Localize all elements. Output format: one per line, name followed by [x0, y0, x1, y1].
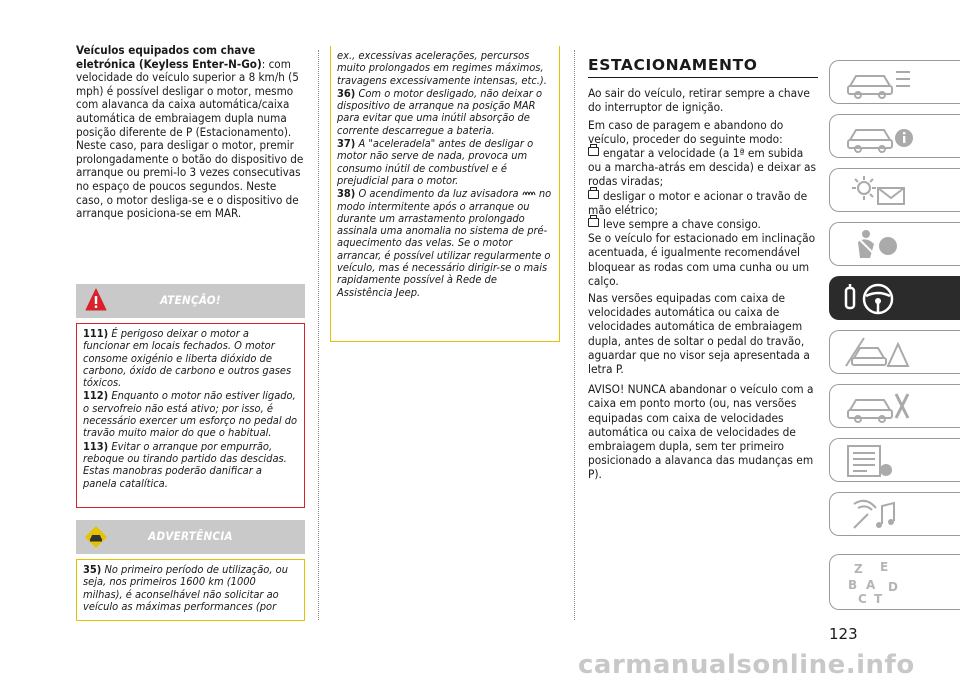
- car-info-icon: [844, 120, 914, 154]
- advertencia-item: [337, 88, 553, 137]
- advertencia-item: [337, 138, 553, 187]
- tab-airbag-safety[interactable]: [829, 222, 960, 266]
- advertencia-continued-box: [330, 46, 560, 342]
- index-icon: [844, 559, 914, 605]
- maintenance-icon: [844, 390, 914, 424]
- svg-text:C: C: [858, 592, 867, 605]
- paragraph: Se o veículo for estacionado em inclinação acentuada, é igualmente recomendável bloquear as rodas com uma cunha ou um calço.: [588, 231, 816, 288]
- column-right: [588, 58, 818, 485]
- bullet-text: leve sempre a chave consigo.: [603, 217, 761, 232]
- warning-item-text: Enquanto o motor não estiver ligado, o servofreio não está ativo; por isso, é necessário exercer um esforço no pedal do travão muito maior do que o habitual.: [83, 389, 298, 440]
- advertencia-box: [76, 559, 305, 621]
- advertencia-item: [337, 188, 553, 299]
- page-number: 123: [829, 625, 858, 643]
- bullet-icon: [588, 218, 599, 227]
- advertencia-header: [76, 520, 305, 554]
- svg-text:E: E: [880, 560, 889, 574]
- airbag-safety-icon: [844, 228, 914, 262]
- warning-item-text: Evitar o arranque por empurrão, reboque ou tirando partido das descidas. Estas manobras poderão danificar a panela catalítica.: [83, 439, 287, 490]
- watermark: carmanualsonline.info: [578, 650, 915, 680]
- tab-emergency[interactable]: [829, 330, 960, 374]
- bullet-item: [588, 189, 818, 217]
- bullet-text: engatar a velocidade (a 1ª em subida ou a marcha-atrás em descida) e deixar as rodas viradas;: [588, 146, 816, 189]
- paragraph: Nas versões equipadas com caixa de velocidades automática ou caixa de velocidades automática de embraiagem dupla, antes de soltar o pedal do travão, aguardar que no visor seja apresentada a letra P.: [588, 291, 810, 377]
- advertencia-item-text-cont: no modo intermitente após o arranque ou durante um arrastamento prolongado assinala uma anomalia no sistema de pré-aquecimento das velas. Se o motor arrancar, é possível utilizar regularmente o veículo, mas é necessário dirigir-se o mais rapidamente possível à Rede de Assistência Jeep.: [337, 187, 552, 299]
- tab-warning-lights[interactable]: [829, 168, 960, 212]
- advertencia-item-text: A "aceleradela" antes de desligar o motor não serve de nada, provoca um consumo inútil de combustível e é prejudicial para o motor.: [337, 137, 534, 187]
- glow-plug-icon: [522, 188, 536, 196]
- advertencia-title: ADVERTÊNCIA: [148, 529, 233, 543]
- advertencia-item-text: Com o motor desligado, não deixar o dispositivo de arranque na posição MAR para evitar que uma inútil absorção de corrente descarregue a bateria.: [337, 86, 543, 137]
- tab-car-overview[interactable]: [829, 60, 960, 104]
- warning-item: [83, 390, 298, 439]
- warning-item-number: 112): [83, 389, 109, 403]
- keyless-paragraph: [76, 44, 306, 221]
- technical-data-icon: [844, 444, 914, 478]
- svg-text:Z: Z: [854, 562, 863, 576]
- tab-maintenance[interactable]: [829, 384, 960, 428]
- tab-technical-data[interactable]: [829, 438, 960, 482]
- advertencia-item-number: 38): [337, 187, 356, 201]
- emergency-icon: [844, 336, 914, 370]
- paragraph: Em caso de paragem e abandono do veículo, proceder do seguinte modo:: [588, 117, 784, 146]
- section-heading: ESTACIONAMENTO: [588, 58, 818, 78]
- svg-text:B: B: [848, 578, 858, 592]
- bullet-item: [588, 217, 818, 231]
- tab-multimedia[interactable]: [829, 492, 960, 536]
- paragraph: Ao sair do veículo, retirar sempre a chave do interruptor de ignição.: [588, 86, 810, 115]
- bullet-item: [588, 146, 818, 189]
- advertencia-item: [83, 564, 298, 613]
- warning-item: [83, 441, 298, 490]
- tab-index[interactable]: [829, 554, 960, 610]
- advertencia-item-number: 36): [337, 86, 356, 100]
- warning-item-number: 111): [83, 327, 109, 340]
- warning-lights-icon: [844, 174, 914, 208]
- warning-item-number: 113): [83, 439, 109, 453]
- advertencia-item-number: 35): [83, 563, 102, 576]
- bullet-icon: [588, 190, 599, 199]
- key-steering-icon: [844, 282, 914, 316]
- advertencia-item-text: O acendimento da luz avisadora: [358, 187, 519, 201]
- svg-text:A: A: [866, 578, 876, 592]
- warning-title: ATENÇÃO!: [160, 293, 221, 307]
- column-divider: [318, 50, 319, 620]
- tab-key-steering[interactable]: [829, 276, 960, 320]
- warning-box: [76, 323, 305, 508]
- column-left: [76, 44, 306, 224]
- advertencia-item-text: No primeiro período de utilização, ou seja, nos primeiros 1600 km (1000 milhas), é aconselhável não solicitar ao veículo as máximas performances (por: [83, 563, 288, 613]
- warning-item-text: É perigoso deixar o motor a funcionar em locais fechados. O motor consome oxigénio e liberta dióxido de carbono, óxido de carbono e outros gases tóxicos.: [83, 327, 292, 390]
- paragraph: AVISO! NUNCA abandonar o veículo com a caixa em ponto morto (ou, nas versões equipadas com caixa de velocidades automática ou caixa de velocidades de embraiagem dupla, sem ter primeiro posicionado a alavanca das mudanças em P).: [588, 382, 814, 482]
- warning-header: [76, 284, 305, 318]
- multimedia-icon: [844, 498, 914, 532]
- svg-text:T: T: [874, 592, 883, 605]
- svg-text:D: D: [888, 580, 898, 594]
- car-overview-icon: [844, 66, 914, 100]
- warning-item: [83, 328, 298, 389]
- tab-car-info[interactable]: [829, 114, 960, 158]
- bullet-icon: [588, 147, 599, 156]
- advertencia-item-number: 37): [337, 137, 356, 151]
- keyless-bold-lead: Veículos equipados com chave eletrónica (Keyless Enter-N-Go): [76, 43, 262, 71]
- bullet-text: desligar o motor e acionar o travão de mão elétrico;: [588, 188, 808, 217]
- advertencia-continued-text: ex., excessivas acelerações, percursos muito prolongados em regimes máximos, travagens excessivamente intensas, etc.).: [337, 49, 547, 87]
- column-divider: [574, 50, 575, 620]
- keyless-text: : com velocidade do veículo superior a 8 km/h (5 mph) é possível desligar o motor, mesmo com alavanca da caixa automática/caixa automática de embraiagem dupla numa posição diferente de P (Estacionamento). Neste caso, para desligar o motor, premir prolongadamente o botão do dispositivo de arranque ou premi-lo 3 vezes consecutivas no espaço de poucos segundos. Neste caso, o motor desliga-se e o dispositivo de arranque posiciona-se em MAR.: [76, 56, 304, 221]
